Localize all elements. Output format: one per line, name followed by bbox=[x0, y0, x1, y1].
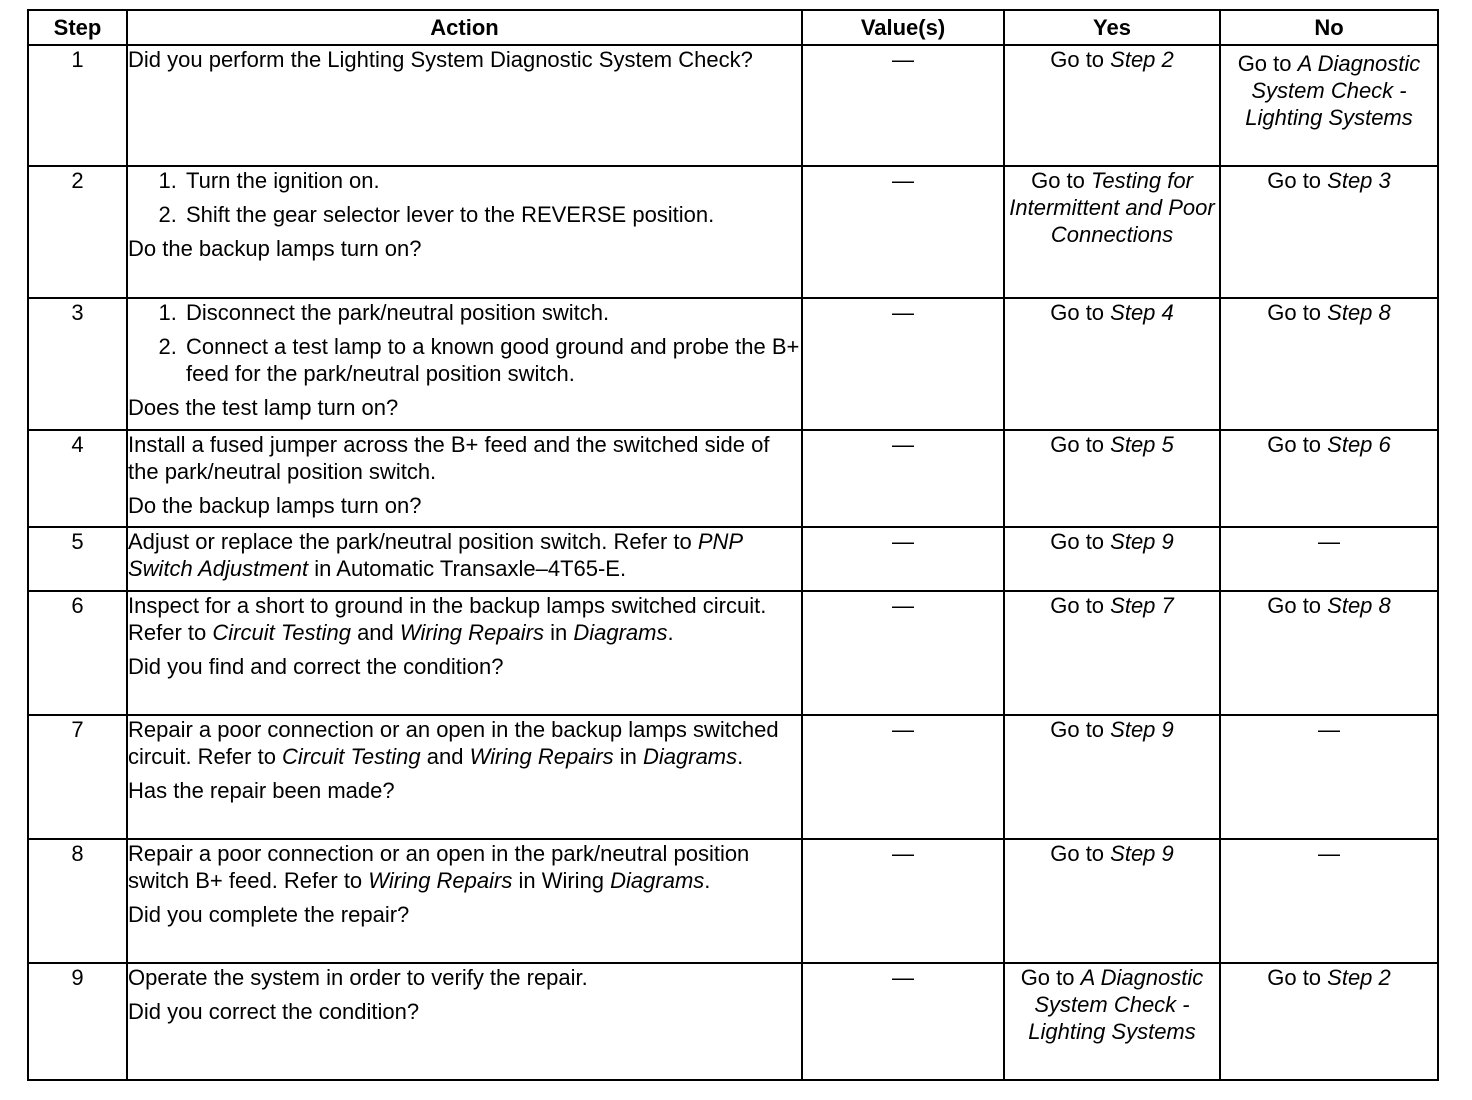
step-number: 2 bbox=[28, 166, 127, 298]
action-cell bbox=[127, 298, 802, 430]
question-text: Did you correct the condition? bbox=[128, 999, 420, 1024]
action-ref-link[interactable]: Diagrams bbox=[643, 744, 738, 769]
substep: 2. Shift the gear selector lever to the REVERSE position. bbox=[183, 201, 801, 228]
no-link[interactable]: Step 8 bbox=[1327, 300, 1391, 325]
yes-link[interactable]: Step 2 bbox=[1110, 47, 1174, 72]
table-row bbox=[28, 591, 1438, 715]
substep: 2. Connect a test lamp to a known good ground and probe the B+ feed for the park/neutral position switch. bbox=[183, 333, 801, 387]
question-text: Did you find and correct the condition? bbox=[128, 654, 504, 679]
value-cell: — bbox=[802, 963, 1004, 1080]
yes-link[interactable]: Step 9 bbox=[1110, 717, 1174, 742]
yes-link[interactable]: Step 9 bbox=[1110, 529, 1174, 554]
action-text bbox=[128, 840, 801, 894]
yes-link[interactable]: Step 4 bbox=[1110, 300, 1174, 325]
yes-prefix: Go to bbox=[1020, 965, 1081, 990]
question-text: Does the test lamp turn on? bbox=[128, 395, 399, 420]
action-ref-link[interactable]: Circuit Testing bbox=[282, 744, 421, 769]
action-text-part: . bbox=[667, 620, 674, 645]
no-link[interactable]: Step 3 bbox=[1327, 168, 1391, 193]
action-text-part: and bbox=[420, 744, 470, 769]
no-prefix: Go to bbox=[1267, 300, 1328, 325]
action-cell bbox=[127, 715, 802, 839]
step-number: 4 bbox=[28, 430, 127, 527]
action-cell bbox=[127, 963, 802, 1080]
no-cell: — bbox=[1220, 715, 1438, 839]
table-row bbox=[28, 298, 1438, 430]
no-cell[interactable] bbox=[1220, 166, 1438, 298]
yes-cell[interactable] bbox=[1004, 839, 1220, 963]
yes-prefix: Go to bbox=[1050, 841, 1111, 866]
action-text-part: in Wiring bbox=[512, 868, 611, 893]
header-row bbox=[28, 10, 1438, 45]
step-number: 1 bbox=[28, 45, 127, 166]
yes-link[interactable]: A Diagnostic System Check - Lighting Systems bbox=[1028, 965, 1204, 1044]
table-row bbox=[28, 45, 1438, 166]
yes-cell[interactable] bbox=[1004, 591, 1220, 715]
diagnostic-table bbox=[27, 9, 1439, 1081]
action-text-part: and bbox=[350, 620, 400, 645]
step-number: 6 bbox=[28, 591, 127, 715]
yes-prefix: Go to bbox=[1050, 529, 1111, 554]
table-row bbox=[28, 430, 1438, 527]
yes-link[interactable]: Step 5 bbox=[1110, 432, 1174, 457]
action-text bbox=[128, 716, 801, 770]
action-ref-link[interactable]: Diagrams bbox=[573, 620, 668, 645]
table-row bbox=[28, 839, 1438, 963]
no-prefix: Go to bbox=[1267, 593, 1328, 618]
no-cell: — bbox=[1220, 527, 1438, 591]
no-prefix: Go to bbox=[1267, 965, 1328, 990]
no-cell[interactable] bbox=[1220, 591, 1438, 715]
substep-list bbox=[128, 167, 801, 228]
value-cell: — bbox=[802, 45, 1004, 166]
action-text bbox=[128, 528, 801, 582]
action-cell bbox=[127, 527, 802, 591]
action-text-part: Adjust or replace the park/neutral position switch. Refer to bbox=[128, 529, 698, 554]
table-row bbox=[28, 166, 1438, 298]
action-text-part: . bbox=[737, 744, 744, 769]
action-text-part: in Automatic Transaxle–4T65-E. bbox=[308, 556, 627, 581]
yes-prefix: Go to bbox=[1050, 593, 1111, 618]
step-number: 5 bbox=[28, 527, 127, 591]
action-text: Operate the system in order to verify the repair. bbox=[128, 965, 588, 990]
yes-cell[interactable] bbox=[1004, 45, 1220, 166]
yes-cell[interactable] bbox=[1004, 963, 1220, 1080]
value-cell: — bbox=[802, 591, 1004, 715]
question-text: Has the repair been made? bbox=[128, 778, 395, 803]
yes-cell[interactable] bbox=[1004, 298, 1220, 430]
action-ref-link[interactable]: Wiring Repairs bbox=[469, 744, 614, 769]
yes-link[interactable]: Testing for Intermittent and Poor Connections bbox=[1009, 168, 1215, 247]
yes-prefix: Go to bbox=[1050, 717, 1111, 742]
value-cell: — bbox=[802, 527, 1004, 591]
yes-link[interactable]: Step 7 bbox=[1110, 593, 1174, 618]
no-link[interactable]: Step 2 bbox=[1327, 965, 1391, 990]
action-text-part: in bbox=[613, 744, 643, 769]
substep: 1. Turn the ignition on. bbox=[183, 167, 801, 194]
action-cell bbox=[127, 166, 802, 298]
action-text-part: Repair a poor connection or an open in the park/neutral position switch B+ feed. Refer to bbox=[128, 841, 750, 893]
no-link[interactable]: Step 8 bbox=[1327, 593, 1391, 618]
yes-link[interactable]: Step 9 bbox=[1110, 841, 1174, 866]
question-text: Do the backup lamps turn on? bbox=[128, 493, 422, 518]
yes-prefix: Go to bbox=[1050, 432, 1111, 457]
substep-list bbox=[128, 299, 801, 387]
table-row bbox=[28, 715, 1438, 839]
table-row bbox=[28, 527, 1438, 591]
question-text: Did you complete the repair? bbox=[128, 902, 410, 927]
action-text-part: Repair a poor connection or an open in the backup lamps switched circuit. Refer to bbox=[128, 717, 779, 769]
value-cell: — bbox=[802, 430, 1004, 527]
action-ref-link[interactable]: Wiring Repairs bbox=[368, 868, 513, 893]
yes-prefix: Go to bbox=[1050, 47, 1111, 72]
yes-prefix: Go to bbox=[1031, 168, 1091, 193]
yes-cell[interactable] bbox=[1004, 430, 1220, 527]
action-cell bbox=[127, 591, 802, 715]
no-cell[interactable] bbox=[1220, 963, 1438, 1080]
header-yes: Yes bbox=[1004, 10, 1220, 45]
header-action: Action bbox=[127, 10, 802, 45]
no-cell[interactable] bbox=[1220, 45, 1438, 166]
no-prefix: Go to bbox=[1267, 432, 1328, 457]
action-text-part: Inspect for a short to ground in the backup lamps switched circuit. Refer to bbox=[128, 593, 767, 645]
action-text: Did you perform the Lighting System Diagnostic System Check? bbox=[128, 47, 753, 72]
action-text: Install a fused jumper across the B+ feed and the switched side of the park/neutral position switch. bbox=[128, 432, 770, 484]
yes-cell[interactable] bbox=[1004, 527, 1220, 591]
value-cell: — bbox=[802, 166, 1004, 298]
action-cell bbox=[127, 839, 802, 963]
no-prefix: Go to bbox=[1267, 168, 1328, 193]
yes-cell[interactable] bbox=[1004, 715, 1220, 839]
action-ref-link[interactable]: Wiring Repairs bbox=[399, 620, 544, 645]
step-number: 3 bbox=[28, 298, 127, 430]
yes-prefix: Go to bbox=[1050, 300, 1111, 325]
action-text bbox=[128, 592, 801, 646]
value-cell: — bbox=[802, 298, 1004, 430]
step-number: 9 bbox=[28, 963, 127, 1080]
no-cell[interactable] bbox=[1220, 430, 1438, 527]
step-number: 8 bbox=[28, 839, 127, 963]
action-ref-link[interactable]: Diagrams bbox=[610, 868, 705, 893]
header-step: Step bbox=[28, 10, 127, 45]
no-cell: — bbox=[1220, 839, 1438, 963]
action-ref-link[interactable]: PNP Switch Adjustment bbox=[128, 529, 743, 581]
no-link[interactable]: Step 6 bbox=[1327, 432, 1391, 457]
header-values: Value(s) bbox=[802, 10, 1004, 45]
action-cell bbox=[127, 45, 802, 166]
header-no: No bbox=[1220, 10, 1438, 45]
step-number: 7 bbox=[28, 715, 127, 839]
value-cell: — bbox=[802, 839, 1004, 963]
action-cell bbox=[127, 430, 802, 527]
no-prefix: Go to bbox=[1237, 51, 1298, 76]
no-cell[interactable] bbox=[1220, 298, 1438, 430]
question-text: Do the backup lamps turn on? bbox=[128, 236, 422, 261]
yes-cell[interactable] bbox=[1004, 166, 1220, 298]
action-text-part: . bbox=[704, 868, 711, 893]
value-cell: — bbox=[802, 715, 1004, 839]
action-text-part: in bbox=[543, 620, 574, 645]
substep: 1. Disconnect the park/neutral position switch. bbox=[183, 299, 801, 326]
action-ref-link[interactable]: Circuit Testing bbox=[212, 620, 351, 645]
no-link[interactable]: A Diagnostic System Check - Lighting Systems bbox=[1245, 51, 1421, 130]
table-row bbox=[28, 963, 1438, 1080]
